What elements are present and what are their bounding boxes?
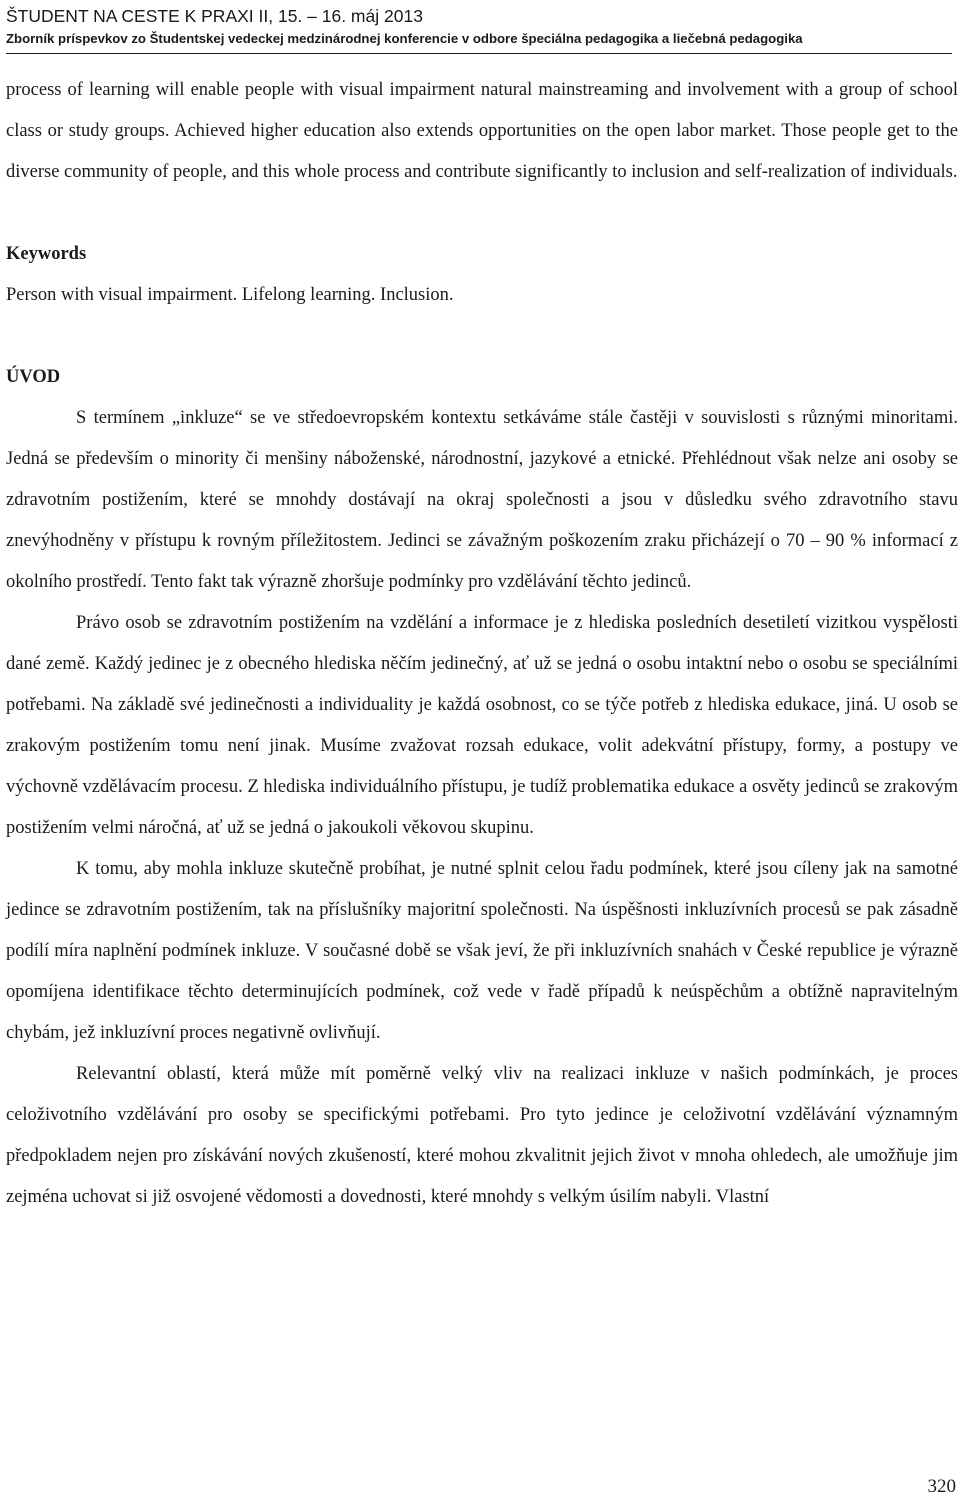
paragraph: Právo osob se zdravotním postižením na vzdělání a informace je z hlediska posledních desetiletí vizitkou vyspělosti dané země. Každý jedinec je z obecného hlediska něčím jedinečný, ať už se jedná o osobu intaktní nebo o osobu se speciálními potřebami. Na základě své jedinečnosti a individuality je každá osobnost, co se týče potřeb z hlediska edukace, jiná. U osob se zrakovým postižením tomu není jinak. Musíme zvažovat rozsah edukace, volit adekvátní přístupy, formy, a postupy ve výchovně vzdělávacím procesu. Z hlediska individuálního přístupu, je tudíž problematika edukace a osvěty jedinců se zrakovým postižením velmi náročná, ať už se jedná o jakoukoli věkovou skupinu. [6, 613, 958, 838]
page-number: 320 [927, 1476, 956, 1497]
paragraph: K tomu, aby mohla inkluze skutečně probíhat, je nutné splnit celou řadu podmínek, které jsou cíleny jak na samotné jedince se zdravotním postižením, tak na příslušníky majoritní společnosti. Na úspěšnosti inkluzívních procesů se pak zásadně podílí míra naplnění podmínek inkluze. V současné době se však jeví, že při inkluzívních snahách v České republice je výrazně opomíjena identifikace těchto determinujících podmínek, což vede v řadě případů k neúspěchům a obtížně napravitelným chybám, jež inkluzívní proces negativně ovlivňují. [6, 859, 958, 1043]
abstract-paragraph: process of learning will enable people with visual impairment natural mainstreaming and involvement with a group of school class or study groups. Achieved higher education also extends opportunities on the open labor market. Those people get to the diverse community of people, and this whole process and contribute significantly to inclusion and self-realization of individuals. [6, 80, 958, 182]
running-header [6, 6, 956, 47]
keywords-text: Person with visual impairment. Lifelong learning. Inclusion. [6, 285, 454, 305]
section-heading: ÚVOD [6, 367, 61, 387]
paragraph: S termínem „inkluze“ se ve středoevropském kontextu setkáváme stále častěji v souvislosti s různými minoritami. Jedná se především o minority či menšiny náboženské, národnostní, jazykové a etnické. Přehlédnout však nelze ani osoby se zdravotním postižením, které se mnohdy dostávají na okraj společnosti a jsou v důsledku svého zdravotního stavu znevýhodněny v přístupu k rovným příležitostem. Jedinci se závažným poškozením zraku přicházejí o 70 – 90 % informací z okolního prostředí. Tento fakt tak výrazně zhoršuje podmínky pro vzdělávání těchto jedinců. [6, 408, 958, 592]
keywords-heading: Keywords [6, 244, 87, 264]
header-subtitle: Zborník príspevkov zo Študentskej vedeckej medzinárodnej konferencie v odbore špeciálna pedagogika a liečebná pedagogika [6, 31, 803, 46]
header-title: ŠTUDENT NA CESTE K PRAXI II, 15. – 16. máj 2013 [6, 6, 423, 26]
paragraph: Relevantní oblastí, která může mít poměrně velký vliv na realizaci inkluze v našich podmínkách, je proces celoživotního vzdělávání pro osoby se specifickými potřebami. Pro tyto jedince je celoživotní vzdělávání významným předpokladem nejen pro získávání nových zkušeností, které mohou zkvalitnit jejich život v mnoha ohledech, ale umožňuje jim zejména uchovat si již osvojené vědomosti a dovednosti, které mnohdy s velkým úsilím nabyli. Vlastní [6, 1064, 958, 1207]
body-text [6, 70, 958, 1218]
header-rule [6, 53, 952, 54]
